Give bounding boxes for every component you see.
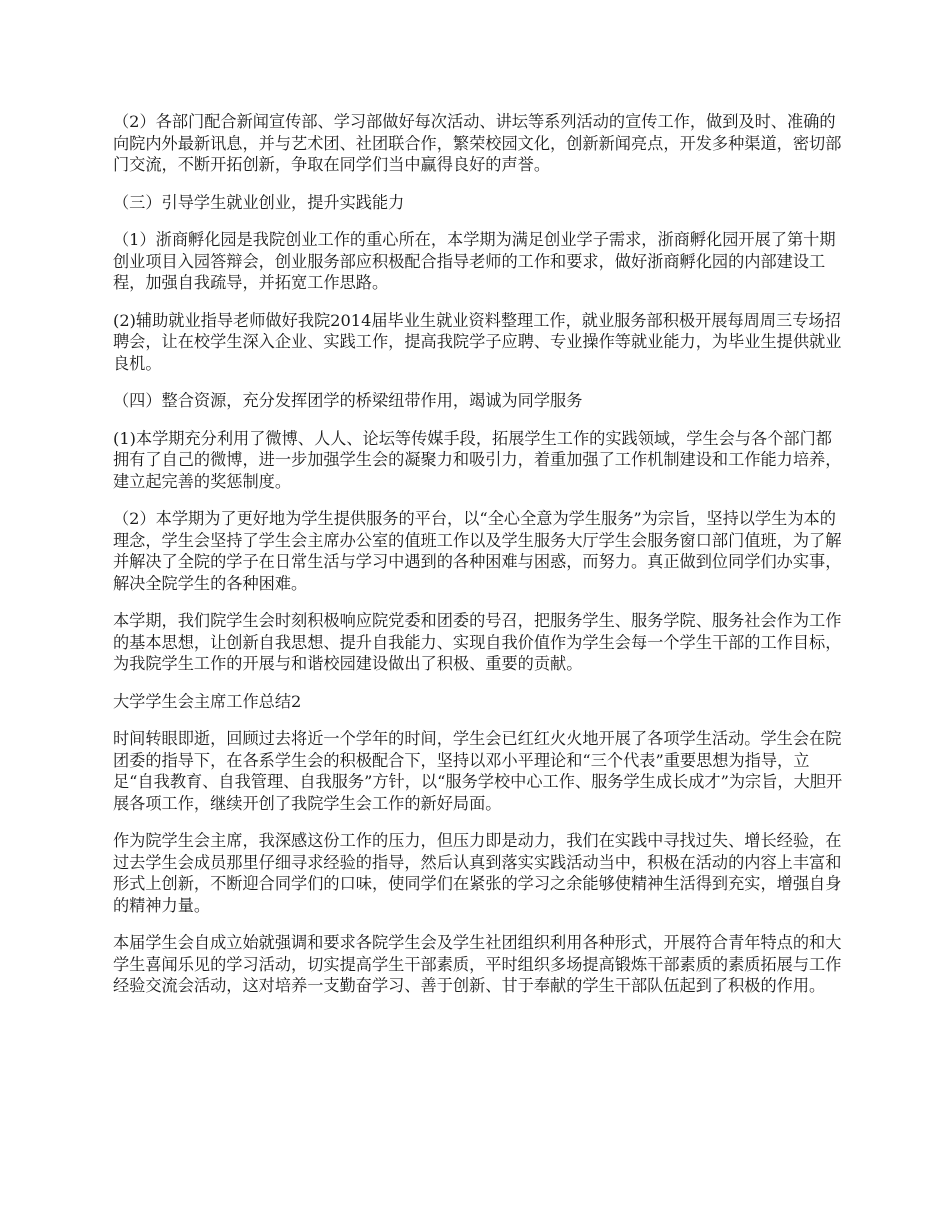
paragraph-training: 本届学生会自成立始就强调和要求各院学生会及学生社团组织利用各种形式，开展符合青年特点的和大学生喜闻乐见的学习活动，切实提高学生干部素质，平时组织多场提高锻炼干部素质的素质拓展与工作经验交流会活动，这对培养一支勤奋学习、善于创新、甘于奉献的学生干部队伍起到了积极的作用。 xyxy=(113,933,842,995)
paragraph-dept-publicity: （2）各部门配合新闻宣传部、学习部做好每次活动、讲坛等系列活动的宣传工作，做到及时、准确的向院内外最新讯息，并与艺术团、社团联合作，繁荣校园文化，创新新闻亮点，开发多种渠道，密切部门交流，不断开拓创新，争取在同学们当中赢得良好的声誉。 xyxy=(113,112,842,174)
paragraph-chairman: 作为院学生会主席，我深感这份工作的压力，但压力即是动力，我们在实践中寻找过失、增长经验，在过去学生会成员那里仔细寻求经验的指导，然后认真到落实实践活动当中，积极在活动的内容上丰富和形式上创新，不断迎合同学们的口味，使同学们在紧张的学习之余能够使精神生活得到充实，增强自身的精神力量。 xyxy=(113,831,842,915)
paragraph-incubator: （1）浙商孵化园是我院创业工作的重心所在，本学期为满足创业学子需求，浙商孵化园开展了第十期创业项目入园答辩会，创业服务部应积极配合指导老师的工作和要求，做好浙商孵化园的内部建设工程，加强自我疏导，并拓宽工作思路。 xyxy=(113,230,836,292)
section-heading-resources: （四）整合资源，充分发挥团学的桥梁纽带作用，竭诚为同学服务 xyxy=(113,391,583,410)
paragraph-review: 时间转眼即逝，回顾过去将近一个学年的时间，学生会已红红火火地开展了各项学生活动。学生会在院团委的指导下，在各系学生会的积极配合下，坚持以邓小平理论和“三个代表”重要思想为指导，立足“自我教育、自我管理、自我服务”方针，以“服务学校中心工作、服务学生成长成才”为宗旨，大胆开展各项工作，继续开创了我院学生会工作的新好局面。 xyxy=(113,729,843,813)
paragraph-media: (1)本学期充分利用了微博、人人、论坛等传媒手段，拓展学生工作的实践领域，学生会与各个部门都拥有了自己的微博，进一步加强学生会的凝聚力和吸引力，着重加强了工作机制建设和工作能力培养，建立起完善的奖惩制度。 xyxy=(113,428,842,491)
paragraph-semester-summary: 本学期，我们院学生会时刻积极响应院党委和团委的号召，把服务学生、服务学院、服务社会作为工作的基本思想，让创新自我思想、提升自我能力、实现自我价值作为学生会每一个学生干部的工作目标，为我院学生工作的开展与和谐校园建设做出了积极、重要的贡献。 xyxy=(113,611,842,673)
paragraph-graduate-employment: (2)辅助就业指导老师做好我院2014届毕业生就业资料整理工作，就业服务部积极开展每周周三专场招聘会，让在校学生深入企业、实践工作，提高我院学子应聘、专业操作等就业能力，为毕业生提供就业良机。 xyxy=(113,310,842,373)
document-page xyxy=(113,111,848,1013)
paragraph-service-platform: （2）本学期为了更好地为学生提供服务的平台，以“全心全意为学生服务”为宗旨，坚持以学生为本的理念，学生会坚持了学生会主席办公室的值班工作以及学生服务大厅学生会服务窗口部门值班，为了解并解决了全院的学子在日常生活与学习中遇到的各种困难与困惑，而努力。真正做到位同学们办实事，解决全院学生的各种困难。 xyxy=(113,509,842,593)
document-title-2: 大学学生会主席工作总结2 xyxy=(113,691,302,711)
section-heading-employment: （三）引导学生就业创业，提升实践能力 xyxy=(113,192,405,212)
